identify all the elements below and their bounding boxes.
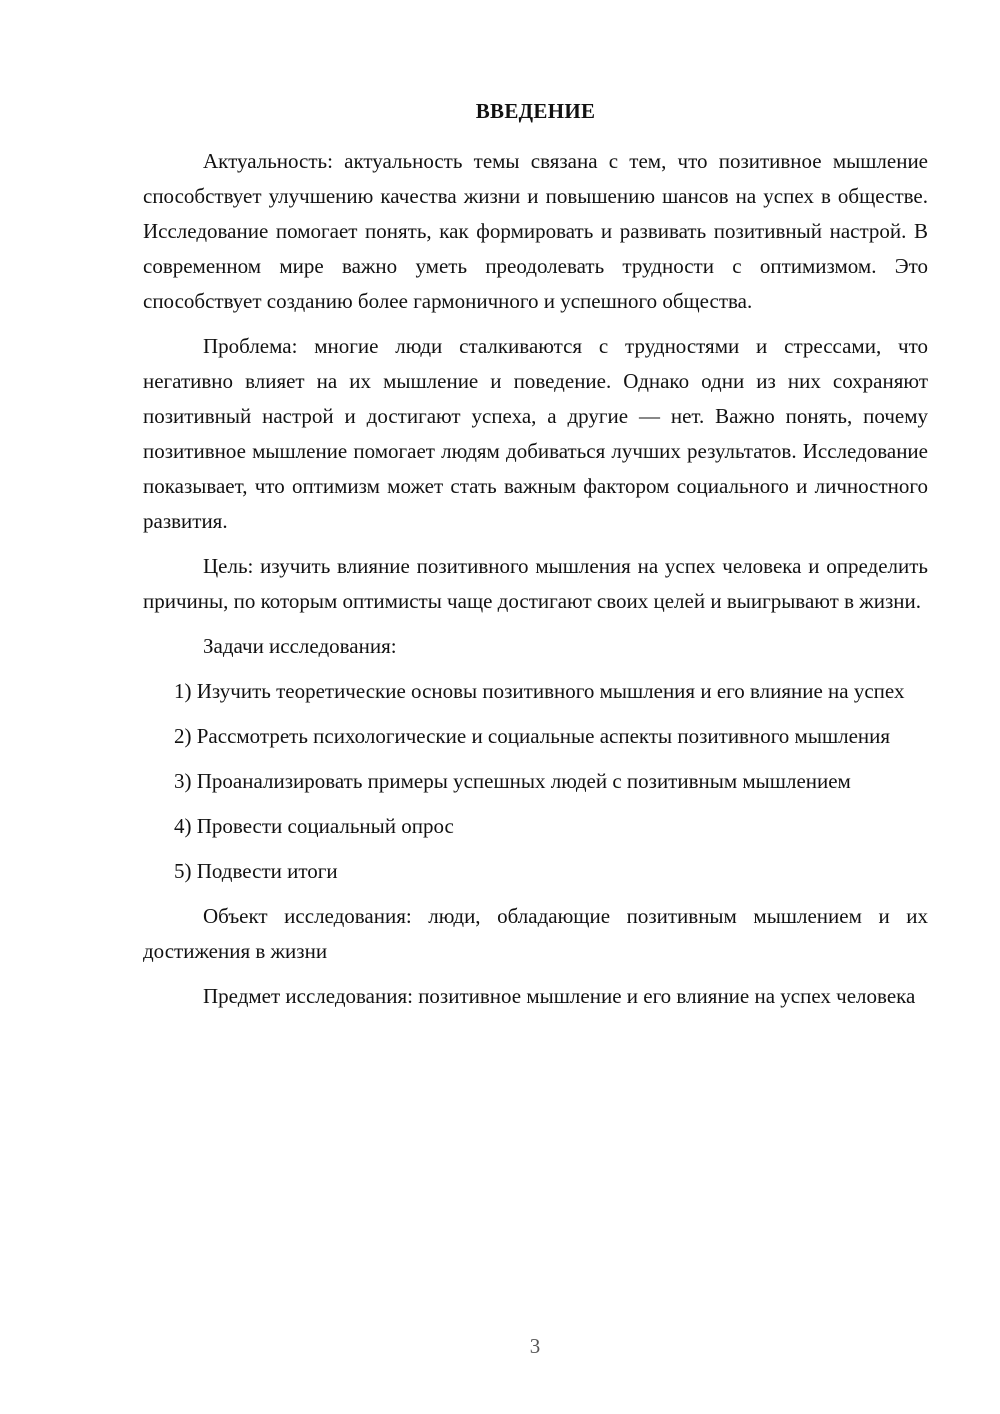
problem-paragraph: Проблема: многие люди сталкиваются с трудностями и стрессами, что негативно влияет на их мышление и поведение. Однако одни из них сохраняют позитивный настрой и достигают успеха, а другие — нет. Важно понять, почему позитивное мышление помогает людям добиваться лучших результатов. Исследование показывает, что оптимизм может стать важным фактором социального и личностного развития. xyxy=(143,334,928,533)
object-paragraph: Объект исследования: люди, обладающие позитивным мышлением и их достижения в жизни xyxy=(143,904,928,963)
tasks-heading: Задачи исследования: xyxy=(203,634,397,658)
section-title: ВВЕДЕНИЕ xyxy=(475,99,596,123)
relevance-paragraph: Актуальность: актуальность темы связана с тем, что позитивное мышление способствует улучшению качества жизни и повышению шансов на успех в обществе. Исследование помогает понять, как формировать и развивать позитивный настрой. В современном мире важно уметь преодолевать трудности с оптимизмом. Это способствует созданию более гармоничного и успешного общества. xyxy=(143,149,928,313)
document-page xyxy=(143,96,928,1024)
task-item-4: 4) Провести социальный опрос xyxy=(174,814,454,838)
goal-paragraph: Цель: изучить влияние позитивного мышления на успех человека и определить причины, по которым оптимисты чаще достигают своих целей и выигрывают в жизни. xyxy=(143,554,928,613)
page-number: 3 xyxy=(529,1334,541,1358)
subject-paragraph: Предмет исследования: позитивное мышление и его влияние на успех человека xyxy=(203,984,916,1008)
task-item-1: 1) Изучить теоретические основы позитивного мышления и его влияние на успех xyxy=(174,679,905,703)
task-item-5: 5) Подвести итоги xyxy=(174,859,338,883)
task-item-2: 2) Рассмотреть психологические и социальные аспекты позитивного мышления xyxy=(174,724,891,748)
task-item-3: 3) Проанализировать примеры успешных людей с позитивным мышлением xyxy=(174,769,851,793)
